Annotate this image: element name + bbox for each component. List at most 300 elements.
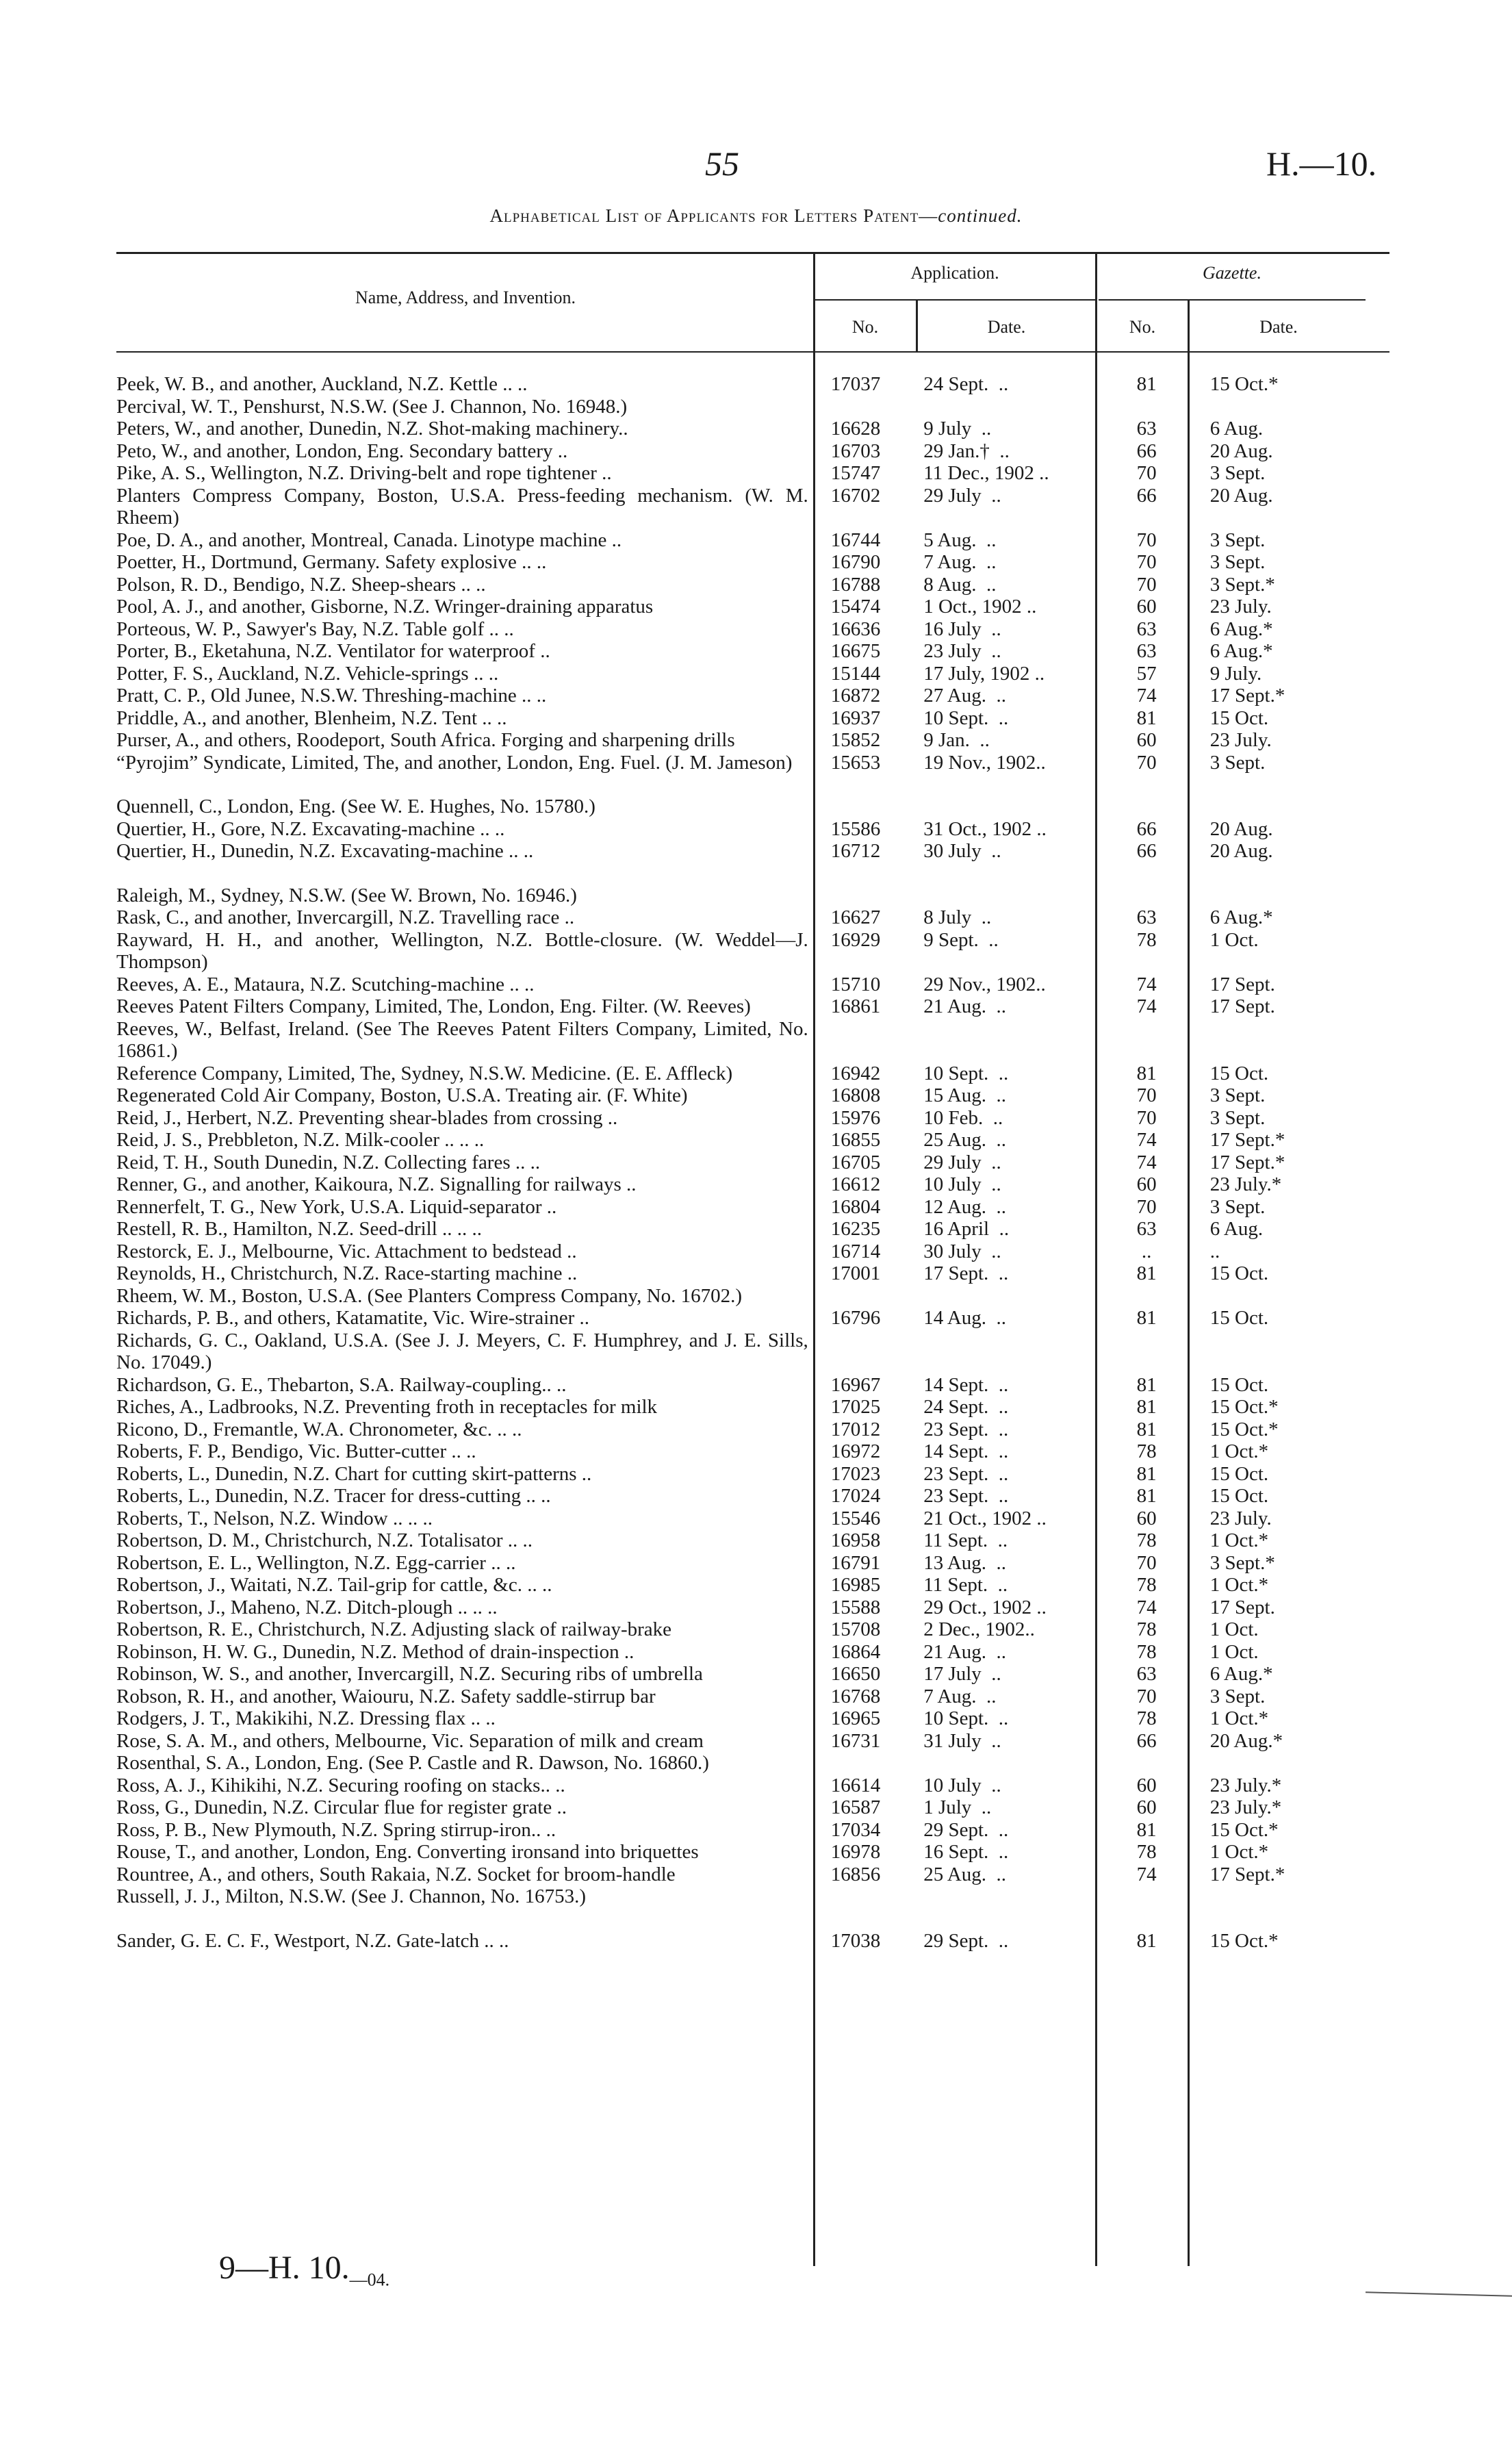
application-date	[903, 796, 1098, 818]
application-subheader-rule	[815, 299, 1095, 301]
application-date: 16 Sept. ..	[923, 1841, 1009, 1863]
application-date: 14 Sept. ..	[923, 1373, 1009, 1396]
application-number: 16958	[830, 1529, 881, 1551]
application-date: 9 Sept. ..	[923, 928, 999, 951]
gazette-date: 23 July.*	[1209, 1796, 1282, 1818]
application-date: 31 July ..	[923, 1729, 1001, 1752]
gazette-number: 81	[1136, 1818, 1157, 1841]
application-number: 16788	[830, 573, 881, 596]
application-number: 15710	[830, 973, 881, 995]
application-date: 24 Sept. ..	[923, 1396, 1009, 1418]
gazette-date: 15 Oct.*	[1209, 1929, 1279, 1952]
gazette-date	[1195, 396, 1383, 418]
application-date: 21 Aug. ..	[923, 1640, 1007, 1663]
gazette-date: 1 Oct.*	[1209, 1529, 1269, 1551]
application-number: 16855	[830, 1129, 881, 1151]
application-number: 15976	[830, 1106, 881, 1129]
gazette-number: 70	[1136, 1685, 1157, 1707]
application-number: 15708	[830, 1618, 881, 1640]
table-row	[116, 1597, 1383, 1619]
applicant-entry: Poetter, H., Dortmund, Germany. Safety explosive .. ..	[116, 551, 547, 573]
gazette-number: 63	[1136, 618, 1157, 640]
application-date: 10 Feb. ..	[923, 1106, 1003, 1129]
application-date: 14 Sept. ..	[923, 1440, 1009, 1462]
applicant-entry: Quennell, C., London, Eng. (See W. E. Hughes, No. 15780.)	[116, 796, 595, 817]
gazette-number: 60	[1136, 1796, 1157, 1818]
application-date: 9 July ..	[923, 418, 992, 440]
applicant-entry: Rosenthal, S. A., London, Eng. (See P. Castle and R. Dawson, No. 16860.)	[116, 1752, 709, 1774]
gazette-date: 6 Aug.*	[1209, 906, 1273, 928]
table-row	[116, 752, 1383, 774]
gazette-number: 74	[1136, 1596, 1157, 1618]
application-number: 17024	[830, 1485, 881, 1507]
application-number	[808, 396, 903, 418]
applicant-entry: Reeves, W., Belfast, Ireland. (See The Reeves Patent Filters Company, Limited, No. 16861.)	[116, 1017, 808, 1062]
gazette-number: 60	[1136, 1173, 1157, 1195]
gazette-number: 63	[1136, 1218, 1157, 1240]
table-row	[116, 929, 1383, 974]
application-number: 16937	[830, 707, 881, 729]
gazette-date: 15 Oct.	[1209, 1485, 1269, 1507]
gazette-date	[1195, 885, 1383, 907]
gazette-date: 3 Sept.*	[1209, 573, 1275, 596]
header-application: Application.	[910, 263, 999, 283]
table-row	[116, 1129, 1383, 1152]
applicant-entry: Priddle, A., and another, Blenheim, N.Z. Tent .. ..	[116, 707, 507, 729]
gazette-date	[1195, 1885, 1383, 1908]
gazette-date: 17 Sept.*	[1209, 1863, 1285, 1885]
applicant-entry: Quertier, H., Gore, N.Z. Excavating-machine .. ..	[116, 817, 505, 840]
gazette-number	[1098, 1018, 1194, 1063]
gazette-number: 81	[1136, 373, 1157, 395]
table-row	[116, 663, 1383, 685]
application-date: 1 July ..	[923, 1796, 992, 1818]
gazette-number: 70	[1136, 1551, 1157, 1574]
gazette-date: 20 Aug.	[1209, 484, 1273, 507]
application-date: 16 July ..	[923, 618, 1001, 640]
gazette-number: 78	[1136, 1529, 1157, 1551]
table-row	[116, 885, 1383, 907]
application-number: 16703	[830, 440, 881, 462]
application-number	[808, 885, 903, 907]
gazette-number	[1098, 885, 1194, 907]
application-number: 16790	[830, 551, 881, 573]
margin-mark	[1366, 2291, 1512, 2297]
application-number: 16744	[830, 529, 881, 551]
application-date: 1 Oct., 1902 ..	[923, 596, 1037, 618]
gazette-number: 78	[1136, 928, 1157, 951]
gazette-date: 1 Oct.	[1209, 928, 1259, 951]
application-number: 16929	[830, 928, 881, 951]
application-number	[808, 1285, 903, 1308]
application-number: 16967	[830, 1373, 881, 1396]
gazette-number: 60	[1136, 1507, 1157, 1529]
gazette-number: 81	[1136, 1396, 1157, 1418]
application-date: 29 July ..	[923, 1151, 1001, 1173]
application-number: 16731	[830, 1729, 881, 1752]
gazette-date: 20 Aug.	[1209, 840, 1273, 862]
gazette-date: 6 Aug.*	[1209, 640, 1273, 662]
applicant-entry: Rennerfelt, T. G., New York, U.S.A. Liquid-separator ..	[116, 1195, 557, 1218]
gazette-date: 17 Sept.*	[1209, 1151, 1285, 1173]
header-gaz-date: Date.	[1259, 317, 1298, 337]
gazette-date: 1 Oct.	[1209, 1618, 1259, 1640]
gazette-date: 3 Sept.	[1209, 751, 1266, 774]
gazette-date: 15 Oct.*	[1209, 1418, 1279, 1440]
gazette-date: 20 Aug.*	[1209, 1729, 1283, 1752]
application-date: 7 Aug. ..	[923, 1685, 997, 1707]
application-number: 17025	[830, 1396, 881, 1418]
gazette-date: 23 July.*	[1209, 1774, 1282, 1796]
applicant-entry: Restell, R. B., Hamilton, N.Z. Seed-drill .. .. ..	[116, 1218, 483, 1240]
table-row	[116, 1641, 1383, 1664]
gazette-date: 1 Oct.*	[1209, 1574, 1269, 1596]
table-row	[116, 1396, 1383, 1419]
applicant-entry: Rose, S. A. M., and others, Melbourne, Vic. Separation of milk and cream	[116, 1729, 704, 1752]
application-number: 16796	[830, 1307, 881, 1329]
gazette-number	[1098, 396, 1194, 418]
applicant-entry: Roberts, L., Dunedin, N.Z. Tracer for dress-cutting .. ..	[116, 1485, 551, 1507]
section-gap	[116, 774, 1383, 796]
gazette-date: 23 July.	[1209, 596, 1272, 618]
table-row	[116, 1063, 1383, 1085]
gazette-number: 81	[1136, 1462, 1157, 1485]
application-date	[903, 1018, 1098, 1063]
applicant-entry: Percival, W. T., Penshurst, N.S.W. (See J. Channon, No. 16948.)	[116, 395, 628, 418]
gazette-date: 3 Sept.	[1209, 1195, 1266, 1218]
applicant-entry: Robertson, D. M., Christchurch, N.Z. Totalisator .. ..	[116, 1529, 533, 1551]
gazette-number: 66	[1136, 1729, 1157, 1752]
gazette-date: 15 Oct.*	[1209, 1396, 1279, 1418]
application-number: 15474	[830, 596, 881, 618]
gazette-number: 78	[1136, 1574, 1157, 1596]
application-date: 14 Aug. ..	[923, 1307, 1007, 1329]
gazette-date: 3 Sept.	[1209, 551, 1266, 573]
application-number: 16791	[830, 1551, 881, 1574]
applicant-entry: Quertier, H., Dunedin, N.Z. Excavating-machine .. ..	[116, 840, 534, 862]
gazette-date: 6 Aug.	[1209, 418, 1264, 440]
table-row	[116, 640, 1383, 663]
application-number: 16856	[830, 1863, 881, 1885]
table-row	[116, 1574, 1383, 1597]
gazette-date: 17 Sept.*	[1209, 1129, 1285, 1151]
gazette-date: 15 Oct.	[1209, 1462, 1269, 1485]
application-number: 16714	[830, 1240, 881, 1262]
applicant-entry: Regenerated Cold Air Company, Boston, U.S.A. Treating air. (F. White)	[116, 1084, 688, 1106]
application-date: 17 July ..	[923, 1663, 1001, 1685]
table-row	[116, 1663, 1383, 1686]
applicant-entry: Roberts, F. P., Bendigo, Vic. Butter-cutter .. ..	[116, 1440, 476, 1462]
application-number: 17001	[830, 1262, 881, 1284]
gazette-date	[1195, 1752, 1383, 1775]
applicant-entry: Richardson, G. E., Thebarton, S.A. Railway-coupling.. ..	[116, 1373, 567, 1396]
gazette-number: 57	[1136, 662, 1157, 685]
application-date: 23 Sept. ..	[923, 1485, 1009, 1507]
application-date: 8 July ..	[923, 906, 992, 928]
applicant-entry: Reid, T. H., South Dunedin, N.Z. Collecting fares .. ..	[116, 1151, 541, 1173]
table-row	[116, 1262, 1383, 1285]
applicant-entry: Roberts, T., Nelson, N.Z. Window .. .. ..	[116, 1507, 433, 1529]
table-row	[116, 906, 1383, 929]
gazette-date: 1 Oct.*	[1209, 1707, 1269, 1729]
application-date: 11 Dec., 1902 ..	[923, 462, 1049, 484]
application-number: 15588	[830, 1596, 881, 1618]
gazette-number: 70	[1136, 1195, 1157, 1218]
table-row	[116, 574, 1383, 596]
application-number: 16587	[830, 1796, 881, 1818]
applicant-entry: Renner, G., and another, Kaikoura, N.Z. Signalling for railways ..	[116, 1173, 637, 1195]
application-date: 23 Sept. ..	[923, 1462, 1009, 1485]
application-date: 10 July ..	[923, 1173, 1001, 1195]
applicant-entry: Reeves, A. E., Mataura, N.Z. Scutching-machine .. ..	[116, 973, 535, 995]
table-row	[116, 1307, 1383, 1330]
table-row	[116, 729, 1383, 752]
application-date	[903, 885, 1098, 907]
section-gap	[116, 863, 1383, 885]
gazette-number	[1098, 1285, 1194, 1308]
application-date	[903, 1885, 1098, 1908]
application-number: 16768	[830, 1685, 881, 1707]
gazette-date: 23 July.	[1209, 729, 1272, 751]
gazette-date: 3 Sept.	[1209, 462, 1266, 484]
gazette-subheader-rule	[1099, 299, 1366, 301]
table-header-rule	[116, 351, 1389, 353]
application-number	[808, 1330, 903, 1374]
applicant-entry: Pool, A. J., and another, Gisborne, N.Z. Wringer-draining apparatus	[116, 596, 654, 618]
application-date: 29 Sept. ..	[923, 1818, 1009, 1841]
table-row	[116, 974, 1383, 996]
application-number: 15144	[830, 662, 881, 685]
table-top-rule	[116, 252, 1389, 254]
gazette-date: 17 Sept.	[1209, 995, 1275, 1017]
table-row	[116, 1707, 1383, 1730]
application-date	[903, 1330, 1098, 1374]
application-date: 10 July ..	[923, 1774, 1001, 1796]
application-number: 16614	[830, 1774, 881, 1796]
application-number: 16235	[830, 1218, 881, 1240]
applicant-entry: Rheem, W. M., Boston, U.S.A. (See Planters Compress Company, No. 16702.)	[116, 1284, 743, 1307]
gazette-date: 15 Oct.*	[1209, 373, 1279, 395]
application-number: 16627	[830, 906, 881, 928]
applicant-entry: Reference Company, Limited, The, Sydney, N.S.W. Medicine. (E. E. Affleck)	[116, 1062, 733, 1084]
table-row	[116, 440, 1383, 463]
gazette-date: 3 Sept.	[1209, 1106, 1266, 1129]
application-number: 16942	[830, 1062, 881, 1084]
application-number: 17038	[830, 1929, 881, 1952]
application-date: 21 Aug. ..	[923, 995, 1007, 1017]
application-date: 25 Aug. ..	[923, 1863, 1007, 1885]
gazette-number: 66	[1136, 840, 1157, 862]
application-number: 16808	[830, 1084, 881, 1106]
gazette-number	[1098, 1330, 1194, 1374]
table-row	[116, 818, 1383, 841]
list-title-main: Alphabetical List of Applicants for Letters Patent—	[489, 205, 938, 226]
table-row	[116, 1552, 1383, 1575]
gazette-date: 15 Oct.	[1209, 707, 1269, 729]
table-row	[116, 1819, 1383, 1842]
table-row	[116, 396, 1383, 418]
applicant-entry: Reid, J., Herbert, N.Z. Preventing shear-blades from crossing ..	[116, 1106, 618, 1129]
applicant-entry: Pratt, C. P., Old Junee, N.S.W. Threshing-machine .. ..	[116, 685, 547, 707]
gazette-number: 60	[1136, 729, 1157, 751]
gazette-number: 74	[1136, 685, 1157, 707]
table-row	[116, 1529, 1383, 1552]
gazette-number: 70	[1136, 751, 1157, 774]
gazette-number: 74	[1136, 995, 1157, 1017]
applicant-entry: Ricono, D., Fremantle, W.A. Chronometer, &c. .. ..	[116, 1418, 522, 1440]
table-row	[116, 1018, 1383, 1063]
application-date: 10 Sept. ..	[923, 1062, 1009, 1084]
gazette-number: 63	[1136, 1663, 1157, 1685]
gazette-number: 81	[1136, 1485, 1157, 1507]
table-row	[116, 840, 1383, 863]
header-name: Name, Address, and Invention.	[355, 288, 576, 307]
table-row	[116, 796, 1383, 818]
header-gazette: Gazette.	[1203, 263, 1261, 283]
table-row	[116, 1173, 1383, 1196]
gazette-date: 23 July.*	[1209, 1173, 1282, 1195]
gazette-number: 78	[1136, 1707, 1157, 1729]
application-number: 17023	[830, 1462, 881, 1485]
table-row	[116, 485, 1383, 529]
application-date: 23 July ..	[923, 640, 1001, 662]
table-row	[116, 1775, 1383, 1797]
gazette-number: 74	[1136, 1863, 1157, 1885]
application-date: 23 Sept. ..	[923, 1418, 1009, 1440]
table-row	[116, 1485, 1383, 1508]
gazette-date: 17 Sept.	[1209, 973, 1275, 995]
gazette-date: 20 Aug.	[1209, 440, 1273, 462]
gazette-date: 6 Aug.	[1209, 1218, 1264, 1240]
applicant-entry: Porter, B., Eketahuna, N.Z. Ventilator for waterproof ..	[116, 640, 550, 662]
applicant-entry: Polson, R. D., Bendigo, N.Z. Sheep-shears .. ..	[116, 573, 486, 596]
gazette-number	[1098, 796, 1194, 818]
application-date: 17 July, 1902 ..	[923, 662, 1045, 685]
gazette-number: 66	[1136, 440, 1157, 462]
gazette-date: 3 Sept.	[1209, 529, 1266, 551]
gazette-date: 15 Oct.	[1209, 1062, 1269, 1084]
gazette-number: 81	[1136, 1929, 1157, 1952]
table-row	[116, 418, 1383, 440]
gazette-date: 23 July.	[1209, 1507, 1272, 1529]
applicant-entry: Porteous, W. P., Sawyer's Bay, N.Z. Table golf .. ..	[116, 618, 514, 640]
application-date: 11 Sept. ..	[923, 1529, 1008, 1551]
table-row	[116, 618, 1383, 641]
gazette-date: 3 Sept.*	[1209, 1551, 1275, 1574]
gazette-date: 15 Oct.	[1209, 1307, 1269, 1329]
gazette-number: 66	[1136, 817, 1157, 840]
application-date: 5 Aug. ..	[923, 529, 997, 551]
table-row	[116, 373, 1383, 396]
application-number: 16712	[830, 840, 881, 862]
application-number	[808, 1752, 903, 1775]
table-row	[116, 1841, 1383, 1864]
application-number: 16804	[830, 1195, 881, 1218]
applicant-entry: Planters Compress Company, Boston, U.S.A. Press-feeding mechanism. (W. M. Rheem)	[116, 484, 808, 529]
table-row	[116, 1463, 1383, 1486]
gazette-date	[1195, 1285, 1383, 1308]
application-date: 10 Sept. ..	[923, 707, 1009, 729]
gazette-date: 15 Oct.*	[1209, 1818, 1279, 1841]
list-title-suffix: continued.	[938, 205, 1023, 226]
application-date: 10 Sept. ..	[923, 1707, 1009, 1729]
gazette-number: 74	[1136, 1129, 1157, 1151]
application-number: 16628	[830, 418, 881, 440]
applicant-entry: Peters, W., and another, Dunedin, N.Z. Shot-making machinery..	[116, 418, 628, 440]
application-date: 15 Aug. ..	[923, 1084, 1007, 1106]
table-row	[116, 1330, 1383, 1374]
gazette-date: ..	[1209, 1240, 1220, 1262]
applicant-entry: Restorck, E. J., Melbourne, Vic. Attachment to bedstead ..	[116, 1240, 577, 1262]
applicant-entry: Robertson, R. E., Christchurch, N.Z. Adjusting slack of railway-brake	[116, 1618, 672, 1640]
gazette-date: 9 July.	[1209, 662, 1262, 685]
applicant-entry: Robertson, J., Waitati, N.Z. Tail-grip for cattle, &c. .. ..	[116, 1574, 552, 1596]
table-row	[116, 462, 1383, 485]
applicant-entry: Rouse, T., and another, London, Eng. Converting ironsand into briquettes	[116, 1841, 699, 1863]
table-row	[116, 1864, 1383, 1886]
gazette-number: 60	[1136, 1774, 1157, 1796]
applicant-entry: Rodgers, J. T., Makikihi, N.Z. Dressing flax .. ..	[116, 1707, 496, 1729]
list-title	[0, 205, 1512, 227]
application-number: 16705	[830, 1151, 881, 1173]
application-number: 15653	[830, 751, 881, 774]
application-date: 29 Oct., 1902 ..	[923, 1596, 1047, 1618]
header-gaz-no: No.	[1129, 317, 1156, 337]
table-row	[116, 1730, 1383, 1753]
applicant-entry: Riches, A., Ladbrooks, N.Z. Preventing froth in receptacles for milk	[116, 1396, 658, 1418]
application-number: 16965	[830, 1707, 881, 1729]
application-date: 2 Dec., 1902..	[923, 1618, 1035, 1640]
applicant-entry: Robinson, W. S., and another, Invercargill, N.Z. Securing ribs of umbrella	[116, 1663, 703, 1685]
applicant-entry: Peek, W. B., and another, Auckland, N.Z. Kettle .. ..	[116, 373, 528, 395]
applicant-entry: Potter, F. S., Auckland, N.Z. Vehicle-springs .. ..	[116, 662, 499, 685]
application-date: 11 Sept. ..	[923, 1574, 1008, 1596]
gazette-number: 63	[1136, 906, 1157, 928]
document-code: H.—10.	[1266, 144, 1377, 183]
application-date	[903, 396, 1098, 418]
application-date	[903, 1285, 1098, 1308]
application-date: 7 Aug. ..	[923, 551, 997, 573]
table-row	[116, 551, 1383, 574]
gazette-date: 17 Sept.*	[1209, 685, 1285, 707]
page-number: 55	[705, 144, 739, 183]
application-date: 27 Aug. ..	[923, 685, 1007, 707]
gazette-number: 81	[1136, 1418, 1157, 1440]
gazette-date: 15 Oct.	[1209, 1262, 1269, 1284]
table-row	[116, 1686, 1383, 1708]
gazette-date: 1 Oct.	[1209, 1640, 1259, 1663]
application-date: 29 Sept. ..	[923, 1929, 1009, 1952]
applicant-entry: Robertson, J., Maheno, N.Z. Ditch-plough .. .. ..	[116, 1596, 498, 1618]
gazette-date: 6 Aug.*	[1209, 1663, 1273, 1685]
table-row	[116, 995, 1383, 1018]
table-row	[116, 1752, 1383, 1775]
application-number	[808, 1885, 903, 1908]
applicant-entry: Richards, G. C., Oakland, U.S.A. (See J. J. Meyers, C. F. Humphrey, and J. E. Sills, No. 17049.)	[116, 1329, 808, 1373]
gazette-number: 81	[1136, 1307, 1157, 1329]
gazette-date	[1195, 1018, 1383, 1063]
gazette-number: 78	[1136, 1640, 1157, 1663]
footer-code-sub: —04.	[349, 2269, 390, 2290]
table-row	[116, 1440, 1383, 1463]
application-date: 12 Aug. ..	[923, 1195, 1007, 1218]
application-date: 19 Nov., 1902..	[923, 751, 1046, 774]
application-number: 16972	[830, 1440, 881, 1462]
gazette-number: 81	[1136, 1373, 1157, 1396]
applicant-entry: Purser, A., and others, Roodeport, South Africa. Forging and sharpening drills	[116, 729, 735, 751]
gazette-number: 78	[1136, 1440, 1157, 1462]
table-row	[116, 1107, 1383, 1130]
